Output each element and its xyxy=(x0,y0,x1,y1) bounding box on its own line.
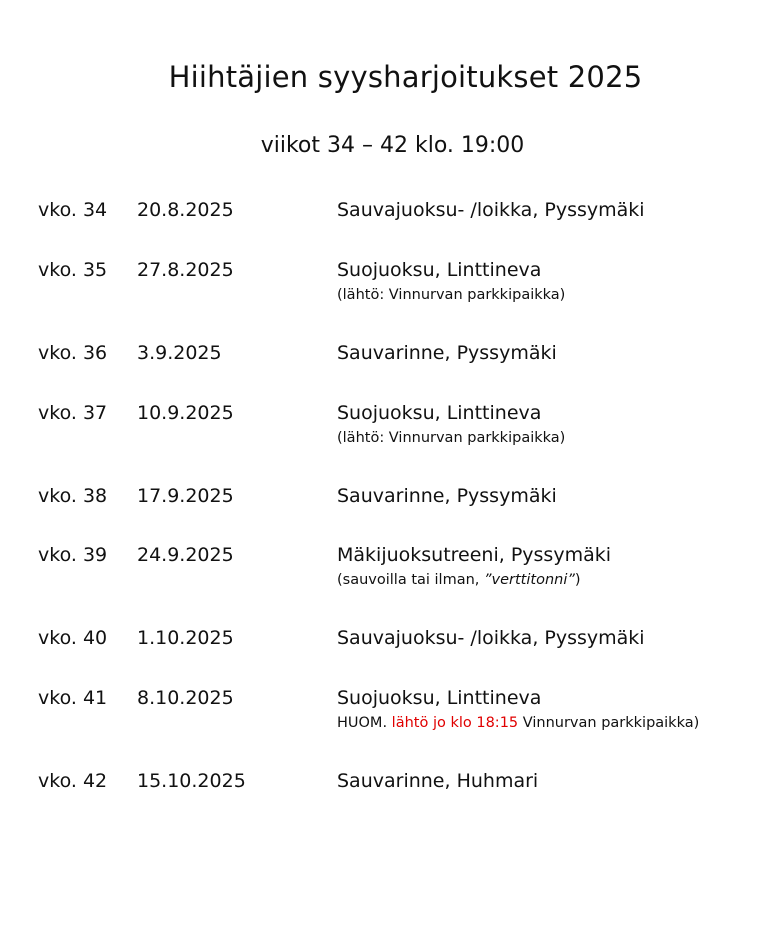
page-title: Hiihtäjien syysharjoitukset 2025 xyxy=(168,60,643,94)
date-label: 24.9.2025 xyxy=(137,544,234,566)
week-label: vko. 39 xyxy=(38,544,108,566)
activity-label: Suojuoksu, Linttineva xyxy=(337,402,542,424)
date-label: 17.9.2025 xyxy=(137,485,234,507)
week-label: vko. 35 xyxy=(38,259,108,281)
activity-label: Sauvajuoksu- /loikka, Pyssymäki xyxy=(337,627,645,649)
week-label: vko. 37 xyxy=(38,402,108,424)
date-label: 20.8.2025 xyxy=(137,199,234,221)
activity-note: (lähtö: Vinnurvan parkkipaikka) xyxy=(337,287,566,303)
page-subtitle: viikot 34 – 42 klo. 19:00 xyxy=(260,133,525,158)
date-label: 15.10.2025 xyxy=(137,770,246,792)
activity-label: Sauvarinne, Pyssymäki xyxy=(337,485,557,507)
week-label: vko. 34 xyxy=(38,199,108,221)
date-label: 27.8.2025 xyxy=(137,259,234,281)
week-label: vko. 41 xyxy=(38,687,108,709)
activity-label: Mäkijuoksutreeni, Pyssymäki xyxy=(337,544,612,566)
week-label: vko. 42 xyxy=(38,770,108,792)
activity-note xyxy=(337,715,699,731)
note-text-end: ) xyxy=(574,572,581,588)
activity-label: Sauvajuoksu- /loikka, Pyssymäki xyxy=(337,199,645,221)
activity-label: Sauvarinne, Pyssymäki xyxy=(337,342,557,364)
activity-label: Sauvarinne, Huhmari xyxy=(337,770,539,792)
date-label: 3.9.2025 xyxy=(137,342,222,364)
date-label: 1.10.2025 xyxy=(137,627,234,649)
activity-note xyxy=(337,572,581,588)
week-label: vko. 40 xyxy=(38,627,108,649)
note-text: (sauvoilla tai ilman, xyxy=(337,572,485,588)
note-text: HUOM. xyxy=(337,715,392,731)
date-label: 8.10.2025 xyxy=(137,687,234,709)
date-label: 10.9.2025 xyxy=(137,402,234,424)
activity-label: Suojuoksu, Linttineva xyxy=(337,687,542,709)
note-text-end: Vinnurvan parkkipaikka) xyxy=(518,715,700,731)
week-label: vko. 36 xyxy=(38,342,108,364)
activity-note: (lähtö: Vinnurvan parkkipaikka) xyxy=(337,430,566,446)
note-warning: lähtö jo klo 18:15 xyxy=(391,715,519,731)
activity-label: Suojuoksu, Linttineva xyxy=(337,259,542,281)
week-label: vko. 38 xyxy=(38,485,108,507)
note-emphasis: ”verttitonni” xyxy=(484,572,575,588)
